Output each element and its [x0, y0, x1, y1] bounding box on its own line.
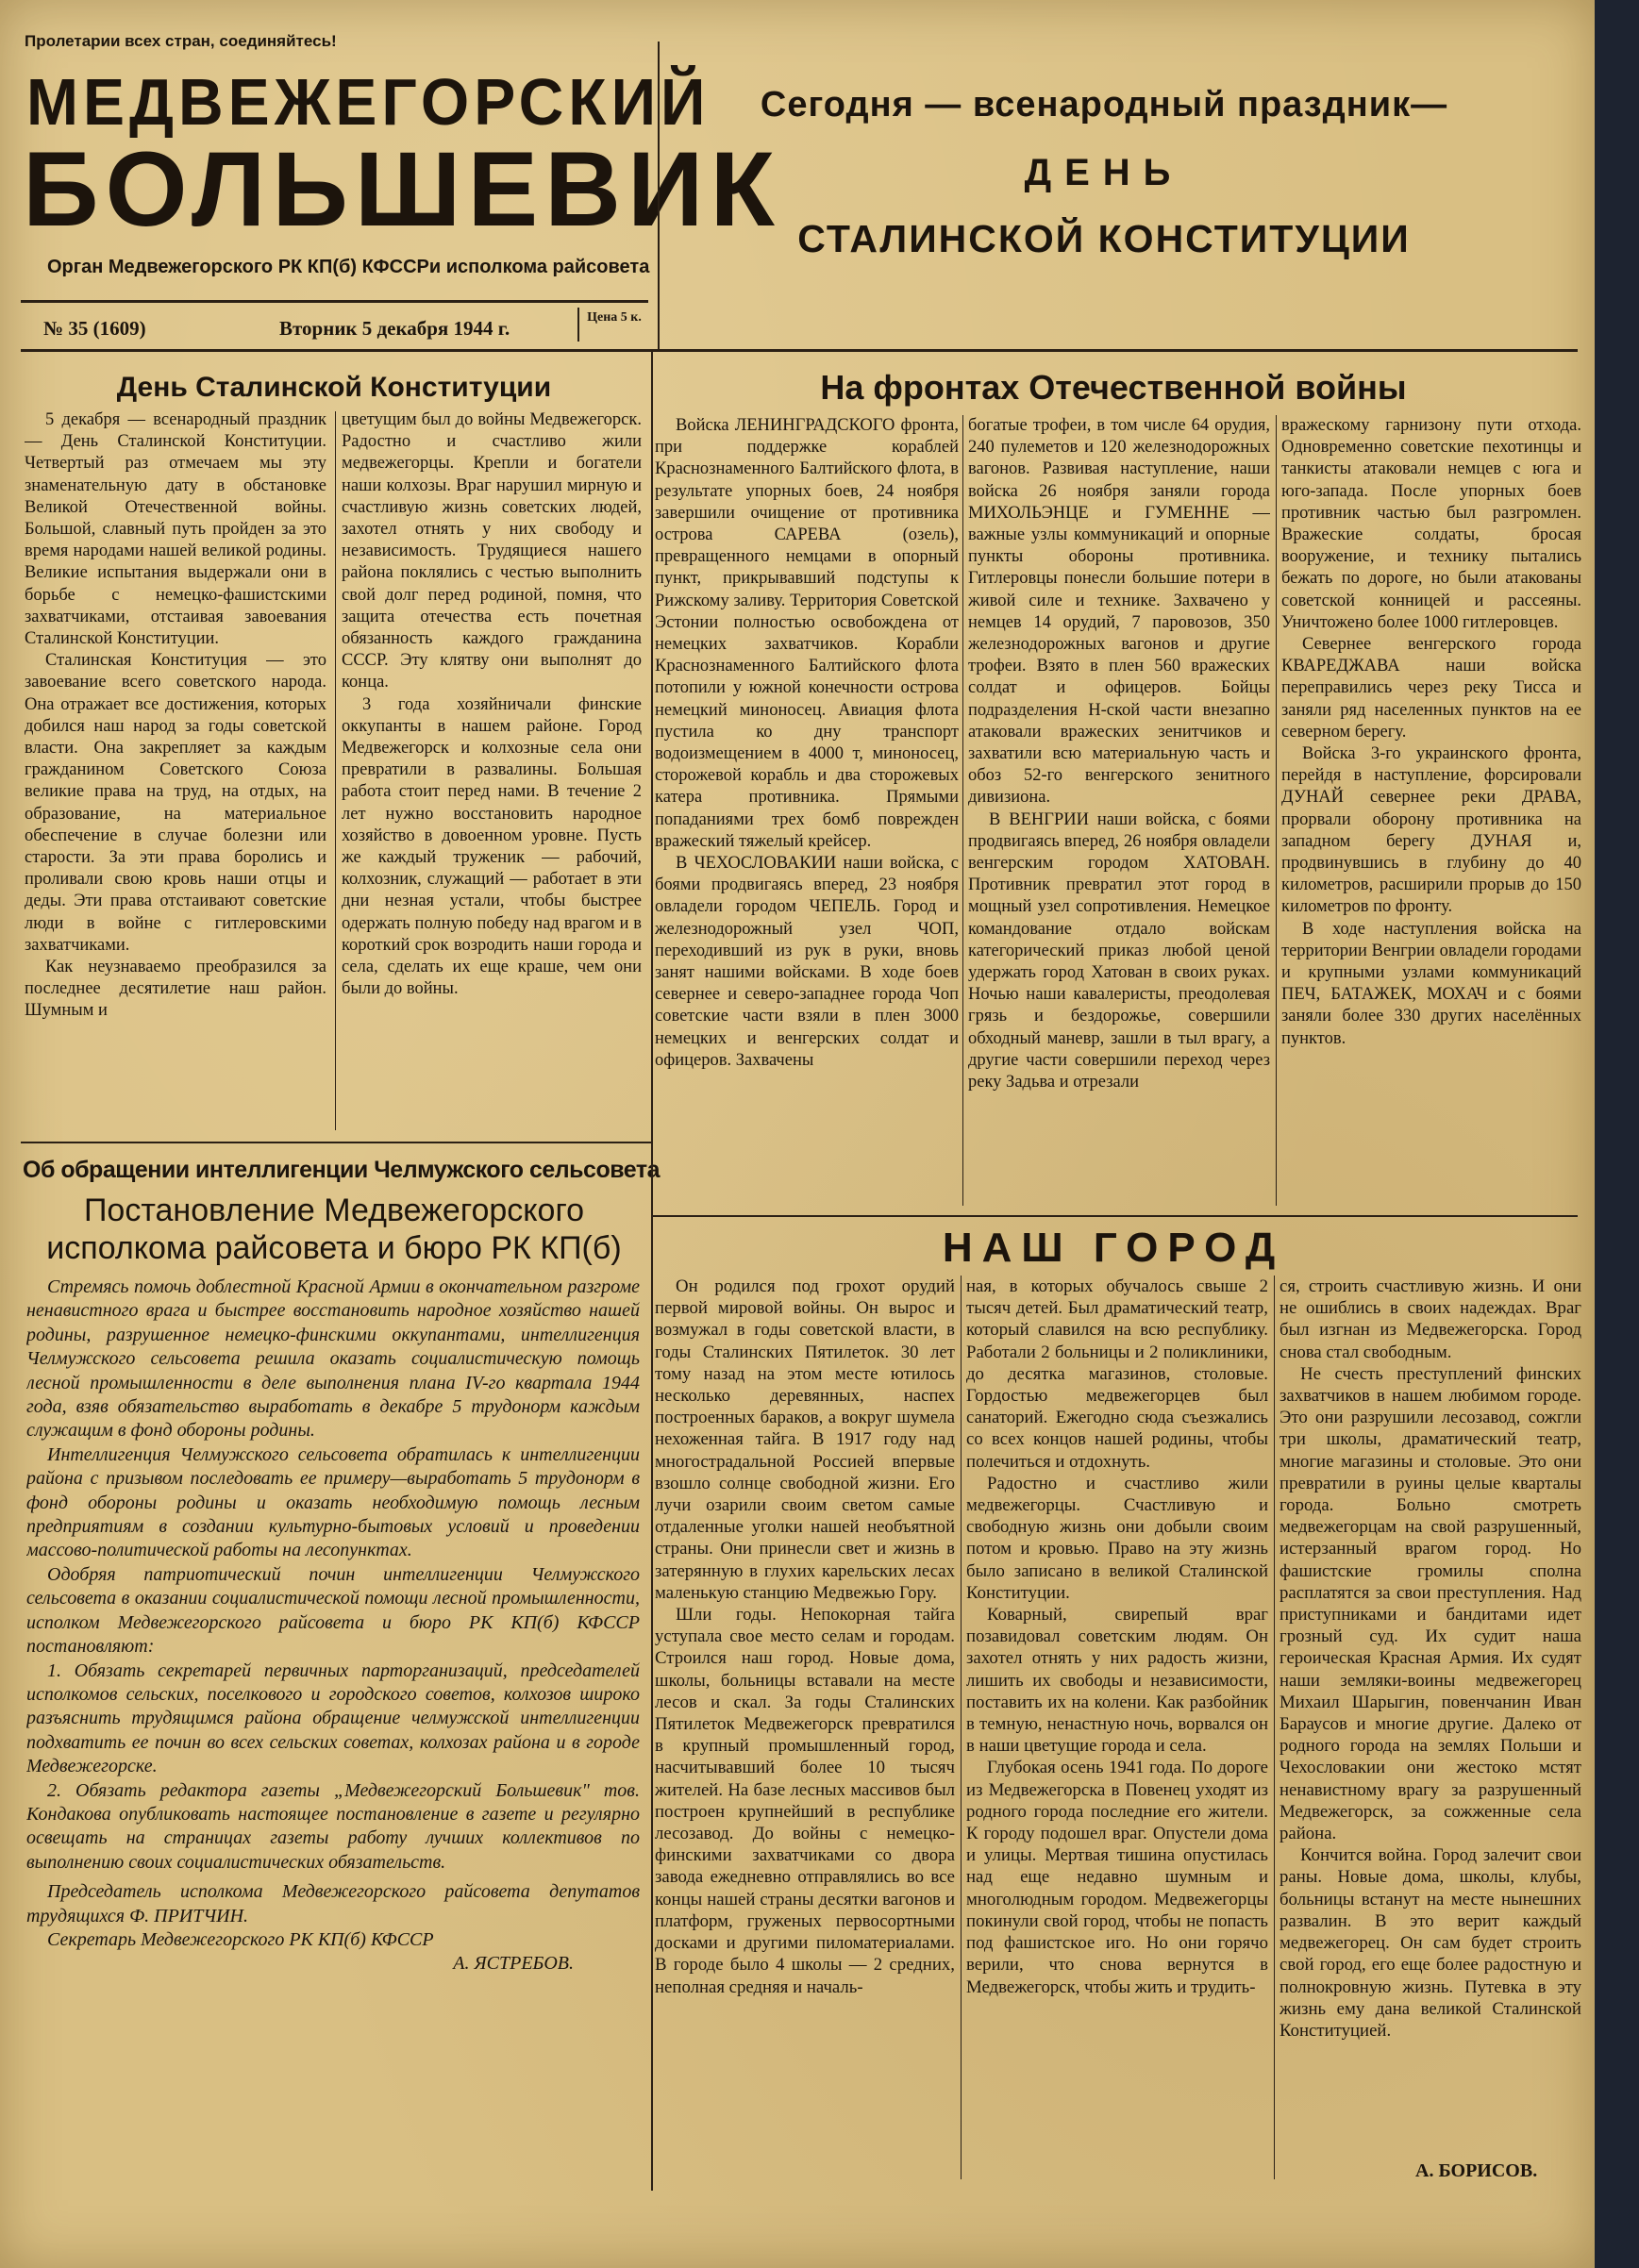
editorial-paragraph: 5 декабря — всенародный праздник — День Сталинской Конституции. Четвертый раз отмечаем мы эту знаменательную дату в обстановке Великой Отечественной войны. Большой, славный путь пройден за это время народами нашей великой родины. Великие испытания выдержали они в борьбе с немецко-фашистскими захватчиками, отстаивая завоевания Сталинской Конституции.: [25, 410, 326, 649]
front-paragraph: Севернее венгерского города КВАРЕДЖАВА наши войска переправились через реку Тисса и заняли ряд населенных пунктов на ее северном берегу.: [1281, 635, 1581, 742]
city-paragraph: Не счесть преступлений финских захватчиков в нашем любимом городе. Это они разрушили лесозавод, сожгли три школы, драматический театр, многие магазины и столовые. Это они превратили в руины целые кварталы города. Больно смотреть медвежегорцам на свой разрушенный, истерзанный врагом город. Но фашистские громилы сполна расплатятся за свои преступления. Над приступниками и бандитами идет грозный суд. Их судит наша героическая Красная Армия. Их судят наши земляки-воины медвежегорец Михаил Шарыгин, повенчанин Иван Бараусов и многие другие. Далеко от родного города на землях Польши и Чехословакии они жестоко мстят ненавистному врагу за разрушенный Медвежегорск, за сожженные села района.: [1279, 1363, 1581, 1844]
city-paragraph: Кончится война. Город залечит свои раны. Новые дома, школы, клубы, больницы встанут на месте нынешних развалин. В это верит каждый медвежегорец. Он сам будет строить свой город, его еще более радостную и полнокровную жизнь. Путевка в эту жизнь ему дана великой Сталинской Конституцией.: [1279, 1845, 1581, 2041]
banner-line1: Сегодня — всенародный праздник—: [760, 85, 1448, 125]
page-center-divider: [651, 351, 653, 2191]
front-column-3: [1281, 415, 1581, 1208]
resolution-paragraph: 2. Обязать редактора газеты „Медвежегорский Большевик" тов. Кондакова опубликовать настоящее постановление в газете и регулярно освещать на страницах газеты работу лучших коллективов по выполнению своих социалистических обязательств.: [26, 1779, 640, 1873]
editorial-paragraph: Сталинская Конституция — это завоевание всего советского народа. Она отражает все достижения, которых добился наш народ за годы советской власти. Она закрепляет за каждым гражданином Советского Союза великие права на труд, на отдых, на образование, на материальное обеспечение в случае болезни или старости. За эти права боролись и проливали свою кровь наши отцы и деды. Эти права отстаивают советские люди в войне с гитлеровскими захватчиками.: [25, 651, 326, 955]
city-column-3: [1279, 1276, 1581, 2162]
editorial-title: День Сталинской Конституции: [116, 372, 552, 403]
front-paragraph: В ходе наступления войска на территории Венгрии овладели городами и крупными узлами коммуникаций ПЕЧ, БАТАЖЕК, МОХАЧ и с боями заняли более 330 других населённых пунктов.: [1281, 919, 1581, 1048]
front-paragraph: Войска 3-го украинского фронта, перейдя в наступление, форсировали ДУНАЙ севернее реки ДРАВА, прорвали оборону противника на западном берегу ДУНАЯ и, продвинувшись в глубину до 40 километров, расширили прорыв до 150 километров по фронту.: [1281, 744, 1581, 917]
city-article-author: А. БОРИСОВ.: [1415, 2160, 1538, 2181]
editorial-paragraph: 3 года хозяйничали финские оккупанты в нашем районе. Город Медвежегорск и колхозные села они превратили в развалины. Большая работа стоит перед нами. В течение 2 лет нужно восстановить народное хозяйство в довоенном уровне. Пусть же каждый труженик — рабочий, колхозник, служащий — работает в эти дни незная устали, чтобы быстрее одержать полную победу над врагом и в короткий срок возродить наши города и села, сделать их еще краше, чем они были до войны.: [342, 694, 642, 999]
masthead-divider: [658, 42, 660, 349]
resolution-signature-2: Секретарь Медвежегорского РК КП(б) КФССР: [47, 1928, 434, 1950]
city-column-divider-1: [961, 1276, 962, 2179]
holiday-banner: [679, 85, 1529, 261]
front-column-divider-1: [962, 415, 963, 1206]
resolution-paragraph: Одобряя патриотический почин интеллигенции Челмужского сельсовета в оказании социалистической помощи лесной промышленности, исполком Медвежегорского райсовета и бюро РК КП(б) КФССР постановляют:: [26, 1563, 640, 1658]
resolution-body: [26, 1276, 640, 2087]
newspaper-title-line1: МЕДВЕЖЕГОРСКИЙ: [26, 65, 711, 139]
front-news-title: На фронтах Отечественной войны: [820, 368, 1407, 407]
price-divider: [577, 308, 579, 342]
resolution-signature-2-name: А. ЯСТРЕБОВ.: [453, 1953, 574, 1975]
front-column-1: [655, 415, 959, 1208]
front-paragraph: Войска ЛЕНИНГРАДСКОГО фронта, при поддержке кораблей Краснознаменного Балтийского флота, в результате упорных боев, 24 ноября завершили очищение от противника острова САРЕВА (озель), превращенного немцами в опорный пункт, прикрывавший подступы к Рижскому заливу. Территория Советской Эстонии полностью освобождена от немецких захватчиков. Корабли Краснознаменного Балтийского флота потопили у южной конечности острова немецкий миноносец. Авиация флота пустила ко дну транспорт водоизмещением в 4000 т, миноносец, сторожевой корабль и два сторожевых катера противника. Прямыми попаданиями трех бомб поврежден вражеский тяжелый крейсер.: [655, 416, 959, 851]
editorial-column-1: [25, 409, 326, 1136]
city-paragraph: ная, в которых обучалось свыше 2 тысяч детей. Был драматический театр, который славился на всю республику. Работали 2 больницы и 2 поликлиники, до десятка магазинов, столовые. Гордостью медвежегорцев был санаторий. Ежегодно сюда съезжались со всех концов нашей родины, чтобы полечиться и отдохнуть.: [966, 1276, 1268, 1472]
city-paragraph: Он родился под грохот орудий первой мировой войны. Он вырос и возмужал в годы советской власти, в годы Сталинских Пятилеток. 30 лет тому назад на этом месте ютилось несколько деревянных, наспех построенных бараков, а вокруг шумела нехоженная тайга. В 1917 году над многострадальной Россией впервые взошло солнце свободной жизни. Его лучи озарили своим светом самые отдаленные уголки нашей необъятной страны. Они принесли свет и жизнь в затерянную в глухих карельских лесах маленькую станцию Медвежью Гору.: [655, 1276, 955, 1603]
resolution-paragraph: Интеллигенция Челмужского сельсовета обратилась к интеллигенции района с призывом последовать ее примеру—выработать 5 трудонорм в фонд обороны родины и оказать необходимую помощь лесным предприятиям в создании культурно-бытовых условий и проведении массово-политической работы на лесопунктах.: [26, 1443, 640, 1561]
issue-number: № 35 (1609): [43, 317, 146, 340]
issue-date: Вторник 5 декабря 1944 г.: [279, 317, 510, 340]
masthead-rule-top: [21, 300, 648, 303]
resolution-title-line2: исполкома райсовета и бюро РК КП(б): [46, 1230, 622, 1266]
editorial-column-divider: [335, 411, 336, 1130]
newspaper-title-line2: БОЛЬШЕВИК: [23, 130, 781, 248]
newspaper-subtitle: Орган Медвежегорского РК КП(б) КФССРи исполкома райсовета: [47, 257, 650, 277]
issue-price: Цена 5 к.: [587, 310, 642, 325]
front-paragraph: В ВЕНГРИИ наши войска, с боями продвигаясь вперед, 26 ноября овладели венгерским городом ХАТОВАН. Противник превратил этот город в мощный узел сопротивления. Немецкое командование отдало войскам категорический приказ любой ценой удержать город Хатован в своих руках. Ночью наши кавалеристы, преодолевая грязь и бездорожье, совершили обходный маневр, зашли в тыл врагу, а другие части совершили переход через реку Задьва и отрезали: [968, 809, 1270, 1092]
city-paragraph: Шли годы. Непокорная тайга уступала свое место селам и городам. Строился наш город. Новые дома, школы, больницы вставали на месте лесов и скал. За годы Сталинских Пятилеток Медвежегорск превратился в крупный промышленный город, насчитывавший более 10 тысяч жителей. На базе лесных массивов был построен крупнейший в республике лесозавод. До войны с немецко-финскими захватчиками со двора завода ежедневно отправлялись во все концы нашей страны десятки вагонов и платформ, груженых первосортными досками и другими пиломатериалами. В городе было 4 школы — 2 средних, неполная средняя и началь-: [655, 1605, 955, 1997]
resolution-paragraph: 1. Обязать секретарей первичных парторганизаций, председателей исполкомов сельских, поселкового и городского советов, колхозов широко разъяснить трудящимся района обращение челмужской интеллигенции подхватить ее почин во всех сельских советах, колхозах района и в городе Медвежегорске.: [26, 1659, 640, 1777]
city-paragraph: Радостно и счастливо жили медвежегорцы. Счастливую и свободную жизнь они добыли своим потом и кровью. Право на эту жизнь было записано в великой Сталинской Конституции.: [966, 1473, 1268, 1603]
city-column-1: [655, 1276, 955, 2181]
city-column-2: [966, 1276, 1268, 2181]
front-column-2: [968, 415, 1270, 1208]
editorial-paragraph: Как неузнаваемо преобразился за последнее десятилетие наш район. Шумным и: [25, 958, 326, 1021]
front-column-divider-2: [1276, 415, 1277, 1206]
front-paragraph: вражескому гарнизону пути отхода. Одновременно советские пехотинцы и танкисты атаковали немцев с юга и юго-запада. После упорных боев противник частью был разгромлен. Вражеские солдаты, бросая вооружение, и технику пытались бежать по дороге, но были атакованы советской конницей и рассеяны. Уничтожено более 1000 гитлеровцев.: [1281, 416, 1581, 632]
front-paragraph: богатые трофеи, в том числе 64 орудия, 240 пулеметов и 120 железнодорожных вагонов. Развивая наступление, наши войска 26 ноября заняли города МИХОЛЬЭНЦЕ и ГУМЕННЕ — важные узлы коммуникаций и опорные пункты обороны противника. Гитлеровцы понесли большие потери в живой силе и технике. Захвачено у немцев 14 орудий, 7 паровозов, 350 железнодорожных вагонов и другие трофеи. Взято в плен 560 вражеских солдат и офицеров. Бойцы подразделения Н-ской части внезапно атаковали вражеских зенитчиков и захватили всю материальную часть и обоз 52-го венгерского зенитного дивизиона.: [968, 416, 1270, 808]
banner-line3: СТАЛИНСКОЙ КОНСТИТУЦИИ: [797, 217, 1411, 260]
city-article-title: НАШ ГОРОД: [942, 1225, 1285, 1271]
resolution-paragraph: Стремясь помочь доблестной Красной Армии в окончательном разгроме ненавистного врага и быстрее восстановить народное хозяйство нашей родины, разрушенное немецко-финскими оккупантами, интеллигенция Челмужского сельсовета решила оказать социалистическую помощь лесной промышленности в деле выполнения плана IV-го квартала 1944 года, взяв обязательство выработать в декабре 5 трудонорм каждым служащим в фонд обороны родины.: [26, 1276, 640, 1442]
front-bottom-rule: [653, 1215, 1578, 1217]
editorial-column-2: [342, 409, 642, 1136]
slogan: Пролетарии всех стран, соединяйтесь!: [25, 32, 337, 50]
city-column-divider-2: [1274, 1276, 1275, 2179]
resolution-kicker: Об обращении интеллигенции Челмужского сельсовета: [23, 1157, 660, 1183]
masthead-rule-bottom: [21, 349, 1578, 352]
city-paragraph: ся, строить счастливую жизнь. И они не ошиблись в своих надеждах. Враг был изгнан из Медвежегорска. Город снова стал свободным.: [1279, 1276, 1581, 1362]
resolution-signature-1: Председатель исполкома Медвежегорского райсовета депутатов трудящихся Ф. ПРИТЧИН.: [26, 1881, 640, 1926]
editorial-bottom-rule: [21, 1142, 651, 1143]
resolution-title-line1: Постановление Медвежегорского: [83, 1192, 585, 1228]
city-paragraph: Коварный, свирепый враг позавидовал советским людям. Он захотел отнять у них радость жизни, лишить их свободы и независимости, поставить их на колени. Как разбойник в темную, ненастную ночь, ворвался он в наши цветущие города и села.: [966, 1605, 1268, 1757]
banner-line2: ДЕНЬ: [1024, 152, 1184, 193]
city-paragraph: Глубокая осень 1941 года. По дороге из Медвежегорска в Повенец уходят из родного города последние его жители. К городу подошел враг. Опустели дома и улицы. Мертвая тишина опустилась над еще недавно шумным и многолюдным городом. Медвежегорцы покинули свой город, чтобы не попасть под фашистское иго. Но они горячо верили, что снова вернутся в Медвежегорск, чтобы жить и трудить-: [966, 1758, 1268, 1997]
scan-background-edge: [1595, 0, 1639, 2268]
front-paragraph: В ЧЕХОСЛОВАКИИ наши войска, с боями продвигаясь вперед, 23 ноября овладели городом ЧЕПЕЛЬ. Город и железнодорожный узел ЧОП, переходивший из рук в руки, вновь занят нашими войсками. В ходе боев севернее и северо-западнее города Чоп советские части взяли в плен 3000 немецких и венгерских солдат и офицеров. Захвачены: [655, 854, 959, 1070]
editorial-paragraph: цветущим был до войны Медвежегорск. Радостно и счастливо жили медвежегорцы. Крепли и богатели наши колхозы. Враг нарушил мирную и счастливую жизнь советских людей, захотел отнять у них свободу и независимость. Трудящиеся нашего района поклялись с честью выполнить свой долг перед родиной, помня, что защита отечества есть почетная обязанность каждого гражданина СССР. Эту клятву они выполнят до конца.: [342, 410, 642, 692]
